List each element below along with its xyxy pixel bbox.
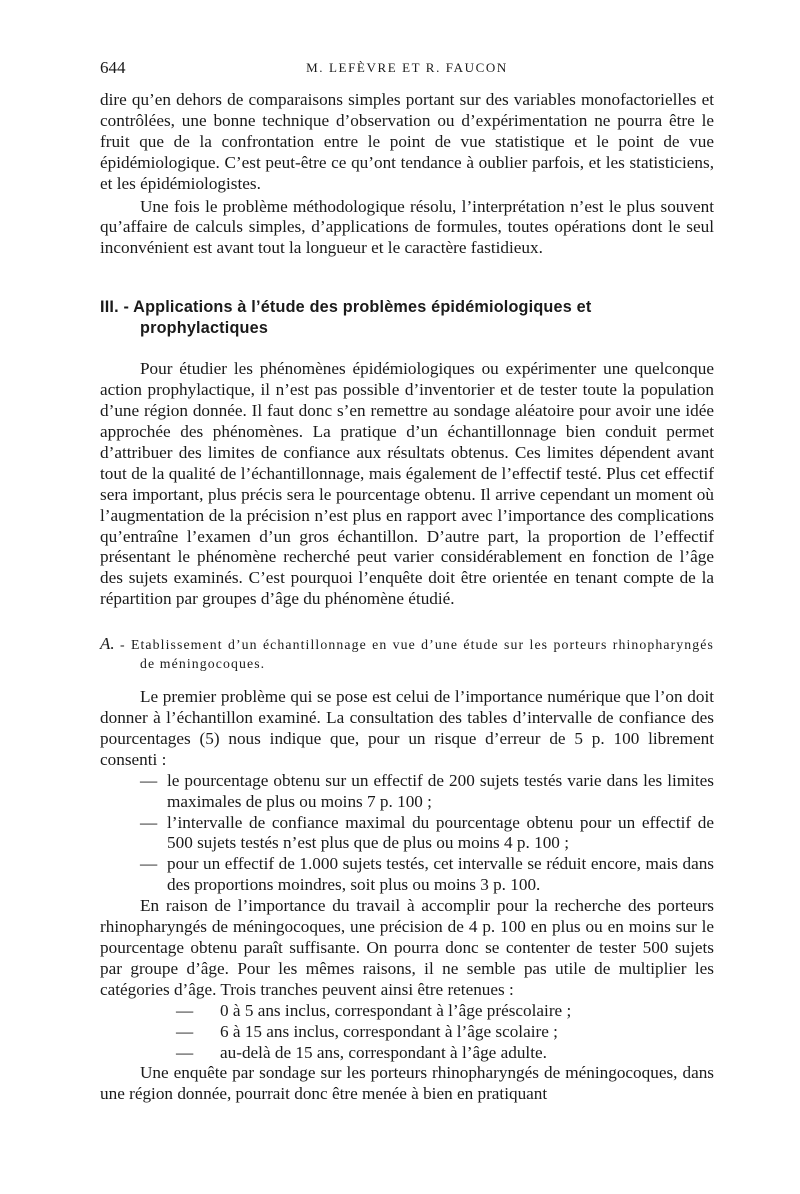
running-title: M. LEFÈVRE ET R. FAUCON [306,60,508,75]
list-item [100,813,714,855]
running-header [100,58,714,82]
list-item [100,771,714,813]
age-groups-list [100,1001,714,1064]
list-item-text: au-delà de 15 ans, correspondant à l’âge adulte. [220,1042,547,1062]
confidence-interval-list [100,771,714,896]
list-item-text: 6 à 15 ans inclus, correspondant à l’âge scolaire ; [220,1021,558,1041]
page-number: 644 [100,58,126,77]
dash-marker: — [140,854,158,874]
subsection-a-paragraph-3: Une enquête par sondage sur les porteurs rhinopharyngés de méningocoques, dans une région donnée, pourrait donc être menée à bien en pratiquant [100,1063,714,1104]
document-page [100,58,714,1105]
list-item-text: le pourcentage obtenu sur un effectif de 200 sujets testés varie dans les limites maximales de plus ou moins 7 p. 100 ; [167,770,714,811]
subsection-heading-a [100,634,714,673]
intro-paragraph-2: Une fois le problème méthodologique résolu, l’interprétation n’est le plus souvent qu’affaire de calculs simples, d’applications de formules, toutes opérations dont le seul inconvénient est avant tout la longueur et le caractère fastidieux. [100,196,714,258]
list-item [100,1001,714,1022]
intro-paragraph-1: dire qu’en dehors de comparaisons simples portant sur des variables monofactorielles et contrôlées, une bonne technique d’observation ou d’expérimentation ne pourra être le fruit que de la confrontation entre le point de vue statistique et le point de vue épidémiologique. C’est peut-être ce qu’ont tendance à oublier parfois, et les statisticiens, et les épidémiologistes. [100,90,714,193]
subsection-a-paragraph-1: Le premier problème qui se pose est celui de l’importance numérique que l’on doit donner à l’échantillon examiné. La consultation des tables d’intervalle de confiance des pourcentages (5) nous indique que, pour un risque d’erreur de 5 p. 100 librement consenti : [100,687,714,769]
dash-marker: — [140,770,158,790]
section-iii-paragraph-1: Pour étudier les phénomènes épidémiologiques ou expérimenter une quelconque action prophylactique, il n’est pas possible d’inventorier et de tester toute la population d’une région donnée. Il faut donc s’en remettre au sondage aléatoire pour avoir une idée approchée des phénomènes. La pratique d’un échantillonnage bien conduit permet d’attribuer des limites de confiance aux résultats obtenus. Ces limites dépendent avant tout de la qualité de l’échantillonnage, mais également de l’effectif testé. Plus cet effectif sera important, plus précis sera le pourcentage obtenu. Il arrive cependant un moment où l’augmentation de la précision n’est plus en rapport avec l’importance des complications qu’entraîne l’examen d’un gros échantillon. D’autre part, la proportion de l’effectif présentant le phénomène recherché peut varier considérablement en fonction de l’âge des sujets examinés. C’est pourquoi l’enquête doit être orientée en tenant compte de la répartition par groupes d’âge du phénomène étudié. [100,359,714,609]
dash-marker: — [176,1000,194,1020]
subsection-letter: A. [100,634,115,654]
list-item [100,854,714,896]
dash-marker: — [176,1021,194,1041]
list-item-text: pour un effectif de 1.000 sujets testés, cet intervalle se réduit encore, mais dans des proportions moindres, soit plus ou moins 3 p. 100. [167,854,714,895]
subsection-a-paragraph-2: En raison de l’importance du travail à accomplir pour la recherche des porteurs rhinopharyngés de méningocoques, une précision de 4 p. 100 en plus ou en moins sur le pourcentage obtenu paraît suffisante. On pourra donc se contenter de tester 500 sujets par groupe d’âge. Pour les mêmes raisons, il ne semble pas utile de multiplier les catégories d’âge. Trois tranches peuvent ainsi être retenues : [100,896,714,999]
dash-marker: — [176,1042,194,1062]
list-item [100,1043,714,1064]
list-item-text: 0 à 5 ans inclus, correspondant à l’âge préscolaire ; [220,1000,572,1020]
list-item [100,1022,714,1043]
list-item-text: l’intervalle de confiance maximal du pourcentage obtenu pour un effectif de 500 sujets testés n’est plus que de plus ou moins 4 p. 100 ; [167,812,714,853]
subsection-heading-text: - Etablissement d’un échantillonnage en vue d’une étude sur les porteurs rhinopharyngés de méningocoques. [119,637,714,672]
section-heading-iii: III. - Applications à l’étude des problèmes épidémiologiques et prophylactiques [100,298,592,338]
dash-marker: — [140,812,158,832]
